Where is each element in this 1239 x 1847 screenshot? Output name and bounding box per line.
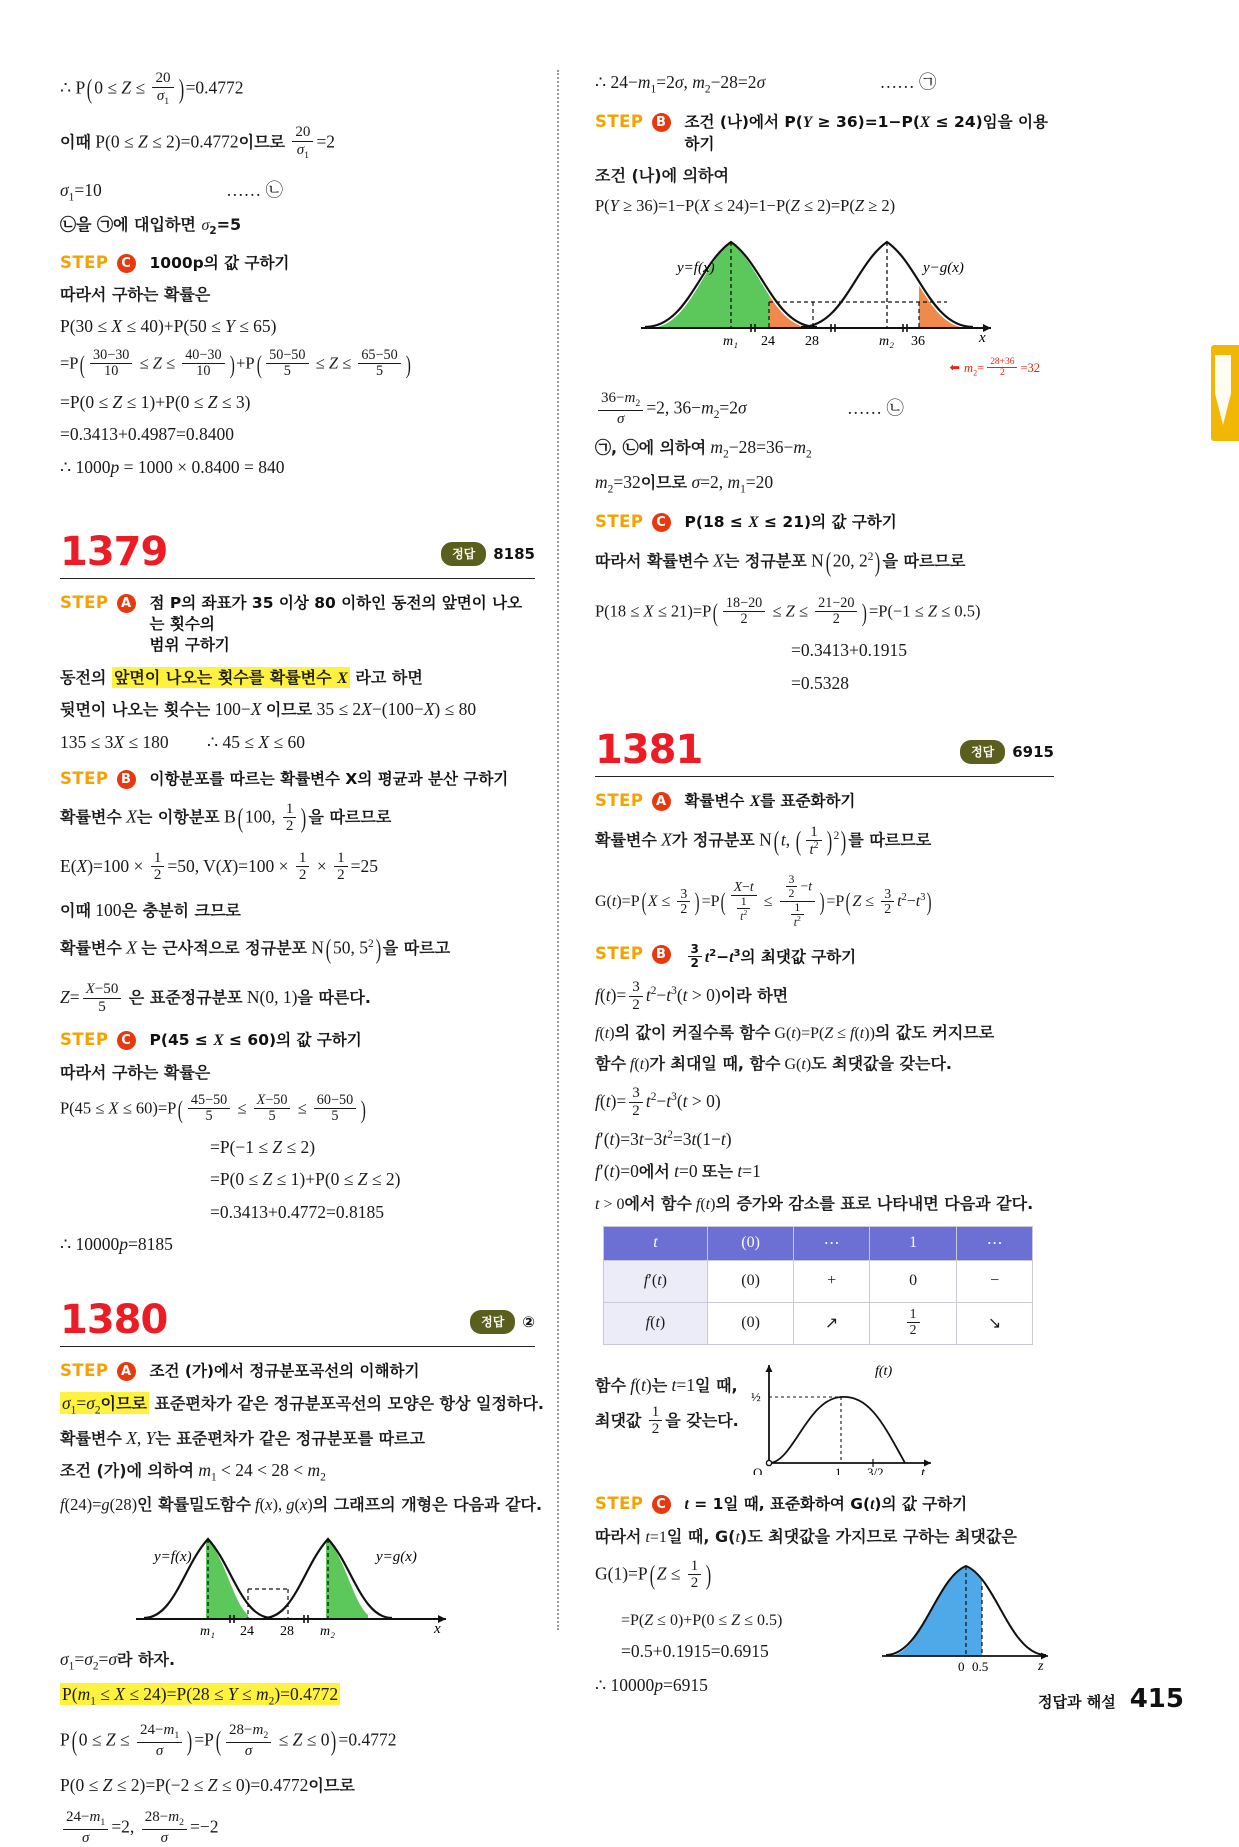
tick-label-36: 36 [910, 333, 925, 349]
problem-header-1380 [60, 1296, 535, 1347]
page-tab-decoration [1211, 345, 1239, 441]
math-line: P(30 ≤ X ≤ 40)+P(50 ≤ Y ≤ 65) [60, 315, 277, 336]
step-letter-badge: B [652, 945, 671, 964]
math-line: =0.3413+0.1915 [791, 640, 907, 661]
normal-curve-chart [128, 1527, 468, 1639]
math-line [60, 665, 535, 690]
curve-label-f: y=f(x) [676, 259, 715, 276]
table-cell: 0 [870, 1260, 957, 1302]
increase-decrease-table [603, 1226, 1033, 1345]
step-letter-badge: B [117, 770, 136, 789]
step-c-1379 [60, 1030, 535, 1052]
curve-ft [769, 1397, 905, 1463]
step-word: STEP [595, 791, 644, 811]
tick-label-m2: m₂ [878, 333, 894, 349]
step-title: 확률변수 X를 표준화하기 [684, 792, 856, 811]
footer-note: 정답과 해설 [1038, 1693, 1116, 1711]
answer-tag [470, 1310, 535, 1334]
table-cell: (0) [707, 1260, 793, 1302]
red-annotation-1380 [595, 358, 1040, 379]
equation-tag: …… ㉡ [226, 180, 283, 201]
answer-label: 정답 [441, 542, 486, 566]
y-tick-label: ½ [750, 1388, 761, 1404]
step-letter-badge: B [652, 113, 671, 132]
problem-number: 1379 [60, 529, 168, 576]
math-line: 따라서 확률변수 X는 정규분포 N( 20, $2^2$) 을 따르므로 [595, 547, 966, 578]
math-line: 따라서 t=1일 때, G(t)도 최댓값을 가지므로 구하는 최댓값은 [595, 1526, 1017, 1546]
table-header-cell: ⋯ [794, 1226, 870, 1260]
step-letter-badge: A [652, 792, 671, 811]
math-line: 함수 f(t)가 최대일 때, 함수 G(t)도 최댓값을 갖는다. [595, 1054, 953, 1074]
math-line: =P(−1 ≤ Z ≤ 2) [210, 1137, 316, 1158]
math-line: 따라서 구하는 확률은 [60, 285, 211, 305]
math-line: ㉡을 ㉠에 대입하면 $\sigma_2=5$ [60, 215, 242, 238]
math-line: =P(Z ≤ 0)+P(0 ≤ Z ≤ 0.5) [621, 1612, 783, 1630]
math-line: P( 0 ≤ Z ≤ $\frac{24-m_1}{\sigma}$ ) =P( $\frac{28-m_2}{\sigma}$ ≤ Z ≤ 0) =0.4772 [60, 1722, 397, 1759]
table-header-cell: 1 [870, 1226, 957, 1260]
math-line: 뒷면이 나오는 횟수는 100−X 이므로 35 ≤ 2X−(100−X) ≤ 80 [60, 699, 477, 720]
table-header-cell: (0) [707, 1226, 793, 1260]
math-line: 확률변수 X가 정규분포 N( t, ( $\frac{1}{t^2}$ ) $^2$) 를 따르므로 [595, 823, 932, 858]
tick-label-m1: m₁ [722, 333, 738, 349]
answer-value: 8185 [493, 545, 535, 564]
step-letter-badge: C [117, 1031, 136, 1050]
math-line: t > 0에서 함수 f(t)의 증가와 감소를 표로 나타내면 다음과 같다. [595, 1193, 1034, 1213]
math-line: G(1)=P( Z ≤ $\frac{1}{2}$ ) [595, 1557, 712, 1592]
text-post: 라고 하면 [349, 667, 423, 687]
step-title: 이항분포를 따르는 확률변수 X의 평균과 분산 구하기 [149, 769, 509, 788]
step-title: $\frac{3}{2}$ $t^2-t^3$의 최댓값 구하기 [679, 944, 857, 971]
figure-1380-normal-curves [60, 1527, 535, 1639]
axis-label-x: x [433, 1620, 441, 1637]
y-axis-arrow [765, 1365, 772, 1372]
math-line: $\frac{24-m_1}{\sigma}$ =2, $\frac{28-m_2}{\sigma}$ =−2 [60, 1810, 535, 1847]
tick-label-28: 28 [804, 333, 819, 349]
axis-label-x: x [978, 329, 986, 346]
math-line: =0.3413+0.4772=0.8185 [210, 1201, 384, 1222]
text-pre: 동전의 [60, 667, 112, 687]
math-line: 이때 P(0 ≤ Z ≤ 2)=0.4772이므로 $\frac{20}{\sigma_1}$ =2 [60, 124, 336, 161]
final-calc-and-graph [595, 1556, 1054, 1705]
math-line: E(X)=100 × $\frac{1}{2}$ =50, V(X)=100 × $\frac{1}{2}$ × $\frac{1}{2}$ =25 [60, 850, 378, 884]
divider [595, 776, 1054, 777]
step-letter-badge: A [117, 1362, 136, 1381]
x-axis-arrow [924, 1459, 931, 1466]
step-title: 1000p의 값 구하기 [149, 254, 290, 273]
math-line: 확률변수 X 는 근사적으로 정규분포 N( 50, $5^2$) 을 따르고 [60, 934, 451, 965]
table-header-cell: ⋯ [957, 1226, 1033, 1260]
table-cell: (0) [707, 1302, 793, 1344]
table-cell: − [957, 1260, 1033, 1302]
x-tick-label-1: 1 [834, 1464, 842, 1475]
normal-curve-chart-2 [635, 232, 1015, 352]
problem-header-1379 [60, 529, 535, 579]
table-row [604, 1260, 1033, 1302]
tick-label-0: 0 [958, 1658, 965, 1674]
answer-label: 정답 [960, 740, 1005, 764]
math-line: =0.5+0.1915=0.6915 [621, 1641, 769, 1662]
axis-label-t: t [920, 1465, 925, 1475]
figure-z-normal [878, 1552, 1054, 1679]
divider [60, 1346, 535, 1347]
step-letter-badge: A [117, 594, 136, 613]
annotation-text: $m_2=$ $\frac{28+36}{2}$ =32 [964, 356, 1040, 379]
math-line: 최댓값 $\frac{1}{2}$ 을 갖는다. [595, 1404, 739, 1438]
math-line [60, 1682, 535, 1710]
math-line: P(18 ≤ X ≤ 21)=P( $\frac{18-20}{2}$ ≤ Z ≤ $\frac{21-20}{2}$ ) =P(−1 ≤ Z ≤ 0.5) [595, 595, 981, 628]
math-line: 조건 (가)에 의하여 $m_1 < 24 < 28 < m_2$ [60, 1459, 326, 1484]
step-title-line2: 범위 구하기 [149, 635, 230, 654]
standard-normal-chart [878, 1552, 1054, 1674]
answer-label: 정답 [470, 1310, 515, 1334]
math-line: 조건 (나)에 의하여 [595, 165, 729, 185]
origin-open-dot [766, 1460, 771, 1465]
x-tick-label-3over2: 3/2 [866, 1464, 884, 1475]
step-letter-badge: C [652, 1495, 671, 1514]
row-label: f′(t) [604, 1260, 708, 1302]
max-value-and-graph [595, 1357, 1054, 1480]
step-title: 조건 (가)에서 정규분포곡선의 이해하기 [149, 1361, 420, 1380]
answer-value: 6915 [1012, 743, 1054, 762]
step-title: t = 1일 때, 표준화하여 G(t)의 값 구하기 [684, 1494, 968, 1513]
step-title: P(45 ≤ X ≤ 60)의 값 구하기 [149, 1030, 362, 1049]
problem-number: 1380 [60, 1296, 168, 1343]
tick-label-m2: m₂ [319, 1623, 335, 1639]
curve-label-f: y=f(x) [153, 1548, 192, 1565]
table-header-row [604, 1226, 1033, 1260]
tick-label-m1: m₁ [199, 1623, 215, 1639]
math-line: 확률변수 X는 이항분포 B( 100, $\frac{1}{2}$ ) 을 따르므로 [60, 800, 392, 835]
math-line: =P(0 ≤ Z ≤ 1)+P(0 ≤ Z ≤ 2) [210, 1169, 401, 1190]
math-line: ㉠, ㉡에 의하여 $m_2-28=36-m_2$ [595, 437, 812, 461]
step-title: P(18 ≤ X ≤ 21)의 값 구하기 [684, 513, 897, 532]
math-line: 135 ≤ 3X ≤ 180 ∴ 45 ≤ X ≤ 60 [60, 731, 305, 752]
step-a-1379 [60, 593, 535, 656]
figure-ft-graph [745, 1357, 941, 1480]
math-line: 함수 f(t)는 t=1일 때, [595, 1374, 738, 1395]
arrow-left-icon: ⬅ [949, 360, 961, 375]
step-word: STEP [595, 1493, 644, 1513]
math-line: ∴ $24-m_1=2\sigma$, $m_2-28=2\sigma$ …… ㉠ [595, 72, 937, 96]
step-word: STEP [60, 593, 109, 613]
highlighted-text: $P(m_1 \le X \le 24)=P(28 \le Y \le m_2)=0.4772$ [62, 1683, 339, 1708]
figure-1380b-normal-curves [595, 232, 1054, 352]
math-line: 이때 100은 충분히 크므로 [60, 899, 241, 920]
math-line [60, 1391, 544, 1419]
table-cell: + [794, 1260, 870, 1302]
tick-label-0point5: 0.5 [972, 1658, 989, 1674]
step-title-line1: 점 P의 좌표가 35 이상 80 이하인 동전의 앞면이 나오는 횟수의 [149, 594, 523, 633]
step-word: STEP [60, 768, 109, 788]
cubic-curve-chart [745, 1357, 941, 1475]
math-line: P(0 ≤ Z ≤ 2)=P(−2 ≤ Z ≤ 0)=0.4772이므로 [60, 1775, 355, 1796]
divider [60, 578, 535, 579]
math-line: Z= $\frac{X-50}{5}$ 은 표준정규분포 N(0, 1)을 따른다. [60, 981, 371, 1015]
step-word: STEP [595, 512, 644, 532]
step-word: STEP [60, 253, 109, 273]
tick-label-24: 24 [239, 1623, 254, 1639]
left-column [60, 70, 557, 1847]
equation-tag: …… ㉡ [847, 397, 904, 418]
step-b-1379 [60, 769, 535, 790]
axis-label-ft: f(t) [874, 1363, 892, 1379]
math-line: 따라서 구하는 확률은 [60, 1062, 211, 1082]
math-line: P(Y ≥ 36)=1−P(X ≤ 24)=1−P(Z ≤ 2)=P(Z ≥ 2) [595, 196, 896, 216]
answer-tag [960, 740, 1054, 764]
math-line: f(t)= $\frac{3}{2}$ $t^2-t^3(t > 0)$이라 하면 [595, 979, 789, 1013]
step-c-1378 [60, 253, 535, 274]
equation-tag: …… ㉠ [879, 72, 937, 92]
math-line: f′(t)=0에서 t=0 또는 t=1 [595, 1161, 761, 1182]
row-label: f(t) [604, 1302, 708, 1344]
math-line: ∴ 1000p = 1000 × 0.8400 = 840 [60, 456, 285, 477]
step-c-1381 [595, 1494, 1054, 1516]
step-word: STEP [60, 1360, 109, 1380]
step-word: STEP [595, 111, 644, 131]
math-line: f(24)=g(28)인 확률밀도함수 f(x), g(x)의 그래프의 개형은 다음과 같다. [60, 1494, 543, 1514]
table-cell: $\frac{1}{2}$ [870, 1302, 957, 1344]
tick-label-24: 24 [760, 333, 775, 349]
math-line: ∴ 10000p=6915 [595, 1674, 708, 1695]
math-line: =0.3413+0.4987=0.8400 [60, 424, 234, 445]
curve-label-g: y=g(x) [375, 1548, 417, 1565]
math-line: f(t)의 값이 커질수록 함수 G(t)=P(Z ≤ f(t))의 값도 커지므로 [595, 1022, 995, 1042]
step-c-1380 [595, 512, 1054, 534]
math-line: $\frac{36-m_2}{\sigma}$ =2, $36-m_2=2\sigma$ …… ㉡ [595, 391, 1054, 428]
math-line: =P(0 ≤ Z ≤ 1)+P(0 ≤ Z ≤ 3) [60, 391, 251, 412]
math-line: $\sigma_1=\sigma_2=\sigma$라 하자. [60, 1648, 176, 1673]
math-line: P(45 ≤ X ≤ 60)=P( $\frac{45-50}{5}$ ≤ $\frac{X-50}{5}$ ≤ $\frac{60-50}{5}$ ) [60, 1091, 366, 1125]
problem-number: 1381 [595, 727, 703, 774]
table-cell: ↘ [957, 1302, 1033, 1344]
step-word: STEP [60, 1029, 109, 1049]
highlighted-text: $\sigma_1=\sigma_2$이므로 [62, 1392, 147, 1417]
step-letter-badge: C [652, 513, 671, 532]
math-line: f(t)= $\frac{3}{2}$ $t^2-t^3(t > 0)$ [595, 1085, 721, 1119]
answer-value: ② [522, 1312, 535, 1331]
step-b-1381 [595, 944, 1054, 971]
step-b-1380 [595, 112, 1054, 155]
origin-label: O [752, 1464, 763, 1475]
step-letter-badge: C [117, 254, 136, 273]
math-line: G(t)=P( X ≤ $\frac{3}{2}$ ) =P( $\frac{X-t}{\frac{1}{t^2}}$ ≤ $\frac{3}{2}$ −t $\frac{1}{t^2}$ ) =P( Z ≤ $\frac{3}{2}$ $t^2-t^3$) [595, 872, 933, 929]
math-line: $\sigma_1=10$ …… ㉡ [60, 180, 283, 204]
page-number: 415 [1129, 1684, 1184, 1714]
math-line: =0.5328 [791, 672, 849, 693]
answer-tag [441, 542, 535, 566]
step-title: 조건 (나)에서 P(Y ≥ 36)=1−P(X ≤ 24)임을 이용하기 [684, 112, 1048, 153]
math-line: 확률변수 X, Y는 표준편차가 같은 정규분포를 따르고 [60, 1427, 425, 1448]
math-line: ∴ P( 0 ≤ Z ≤ $\frac{20}{\sigma_1}$ ) =0.4772 [60, 70, 244, 107]
step-a-1380 [60, 1361, 535, 1382]
shaded-region-g [278, 1539, 378, 1619]
axis-label-z: z [1038, 1658, 1044, 1674]
table-header-cell: t [604, 1226, 708, 1260]
table-row [604, 1302, 1033, 1344]
curve-label-g: y−g(x) [922, 259, 964, 276]
step-word: STEP [595, 944, 644, 964]
math-line: $m_2=32$이므로 σ=2, $m_1=20$ [595, 472, 774, 496]
math-line: $f'(t)=3t-3t^2=3t(1-t)$ [595, 1128, 732, 1149]
text-post: 표준편차가 같은 정규분포곡선의 모양은 항상 일정하다. [148, 1393, 544, 1413]
step-title [144, 593, 535, 656]
problem-header-1381 [595, 727, 1054, 777]
step-a-1381 [595, 791, 1054, 813]
math-line: =P( $\frac{30-30}{10}$ ≤ Z ≤ $\frac{40-30}{10}$ ) +P( $\frac{50-50}{5}$ ≤ Z ≤ $\frac{65-50}{5}$ ) [60, 346, 411, 379]
math-line: ∴ 10000p=8185 [60, 1234, 173, 1255]
tick-label-28: 28 [279, 1623, 294, 1639]
right-column [557, 70, 1054, 1695]
highlighted-text: 앞면이 나오는 횟수를 확률변수 X [113, 667, 348, 687]
table-cell: ↗ [794, 1302, 870, 1344]
page-footer [1038, 1684, 1184, 1714]
